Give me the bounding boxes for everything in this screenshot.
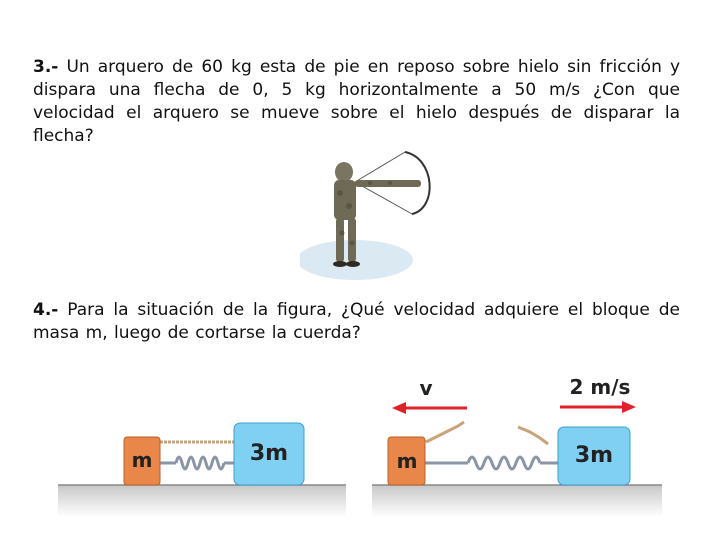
archer-illustration (300, 148, 450, 280)
velocity-v-label: v (419, 376, 433, 400)
left-arrow (392, 402, 467, 414)
figure-before-cut (58, 415, 348, 520)
velocity-2ms-label: 2 m/s (569, 375, 631, 399)
spring (425, 457, 558, 469)
figure-after-cut (370, 370, 670, 520)
rope-left-cut (426, 422, 464, 442)
problem-4-text (33, 299, 680, 345)
bow-string (355, 152, 405, 182)
problem-3-body: Un arquero de 60 kg esta de pie en reposo sobre hielo sin fricción y dispara una flecha de 0, 5 kg horizontalmente a 50 m/s ¿Con que velocidad el arquero se mueve sobre el hielo después de disparar la flecha? (33, 57, 681, 146)
rope-right-cut (518, 427, 548, 444)
spring (160, 457, 234, 469)
block-m-label: m (131, 448, 153, 472)
block-3m-label: 3m (574, 443, 614, 468)
block-3m-label: 3m (249, 441, 289, 466)
block-m-label: m (396, 449, 418, 473)
problem-4-body: Para la situación de la figura, ¿Qué velocidad adquiere el bloque de masa m, luego de cortarse la cuerda? (33, 300, 680, 343)
ground-surface (58, 485, 346, 517)
right-arrow (560, 401, 636, 413)
ground-surface (372, 485, 662, 517)
problem-4-number: 4.- (33, 300, 59, 320)
problem-3-number: 3.- (33, 57, 59, 77)
ice-surface (300, 240, 413, 280)
problem-3-text (33, 56, 680, 148)
